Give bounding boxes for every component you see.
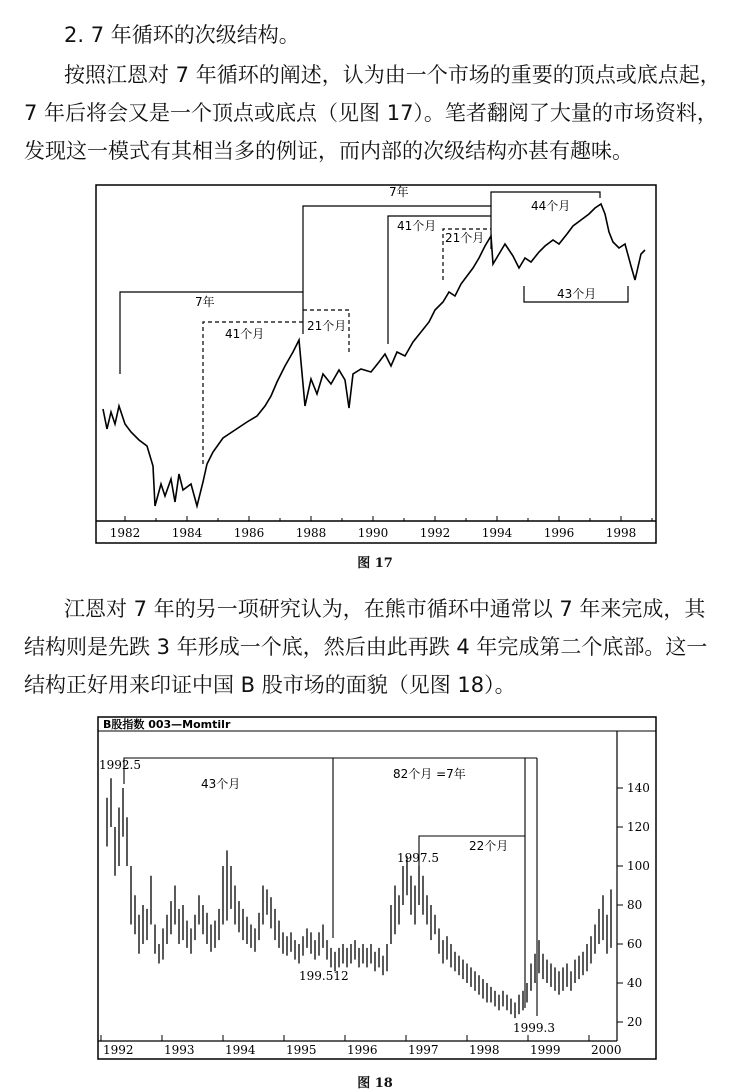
x-tick-label: 1993: [164, 1043, 195, 1057]
label-top-1992: 1992.5: [99, 758, 141, 772]
y-tick-label: 20: [627, 1015, 643, 1029]
x-tick-label: 1996: [543, 526, 575, 540]
x-tick-label: 1992: [419, 526, 451, 540]
label-82m: 82个月 =7年: [393, 767, 466, 781]
label-41m-right: 41个月: [397, 219, 437, 233]
x-tick-label: 1986: [233, 526, 265, 540]
x-axis-labels: [110, 526, 637, 540]
x-tick-label: 1988: [295, 526, 327, 540]
figure-17-chart: [95, 184, 657, 544]
y-tick-label: 80: [627, 898, 643, 912]
y-tick-label: 40: [627, 976, 643, 990]
label-44m: 44个月: [531, 199, 571, 213]
label-41m-left: 41个月: [225, 327, 265, 341]
label-7yr-left: 7年: [195, 295, 215, 309]
label-21m-left: 21个月: [307, 319, 347, 333]
x-tick-label: 1994: [481, 526, 513, 540]
y-tick-label: 100: [627, 859, 650, 873]
label-22m: 22个月: [469, 839, 509, 853]
section-heading: 2. 7 年循环的次级结构。: [64, 23, 300, 47]
x-tick-label: 1999: [530, 1043, 561, 1057]
chart-title: B股指数 003—Momtilr: [103, 718, 231, 731]
x-tick-label: 1997: [408, 1043, 439, 1057]
x-tick-label: 1990: [357, 526, 389, 540]
x-tick-label: 1996: [347, 1043, 378, 1057]
x-tick-label: 1992: [103, 1043, 134, 1057]
y-tick-label: 140: [627, 781, 650, 795]
label-top-1997: 1997.5: [397, 851, 439, 865]
label-low-1999: 1999.3: [513, 1021, 555, 1035]
y-tick-label: 120: [627, 820, 650, 834]
x-tick-label: 1998: [605, 526, 637, 540]
x-tick-label: 1998: [469, 1043, 500, 1057]
label-7yr-top: 7年: [389, 185, 409, 199]
label-43m: 43个月: [557, 287, 597, 301]
x-tick-label: 1995: [286, 1043, 317, 1057]
figure-18-chart: [97, 716, 657, 1060]
y-tick-label: 60: [627, 937, 643, 951]
paragraph-2: 江恩对 7 年的另一项研究认为，在熊市循环中通常以 7 年来完成，其结构则是先跌 3 年形成一个底，然后由此再跌 4 年完成第二个底部。这一结构正好用来印证中国 B 股市场的面貌（见图 18）。: [24, 597, 708, 697]
figure-17-caption: 图 17: [357, 556, 393, 571]
x-tick-label: 2000: [591, 1043, 622, 1057]
x-tick-label: 1982: [109, 526, 141, 540]
label-low-1995: 199.512: [299, 969, 349, 983]
paragraph-1: 按照江恩对 7 年循环的阐述，认为由一个市场的重要的顶点或底点起，7 年后将会又是一个顶点或底点（见图 17）。笔者翻阅了大量的市场资料，发现这一模式有其相当多的例证，而内部的次级结构亦甚有趣味。: [24, 63, 721, 163]
label-43m: 43个月: [201, 777, 241, 791]
x-tick-label: 1994: [225, 1043, 256, 1057]
x-tick-label: 1984: [171, 526, 203, 540]
label-21m-right: 21个月: [445, 231, 485, 245]
figure-18-caption: 图 18: [357, 1076, 393, 1091]
